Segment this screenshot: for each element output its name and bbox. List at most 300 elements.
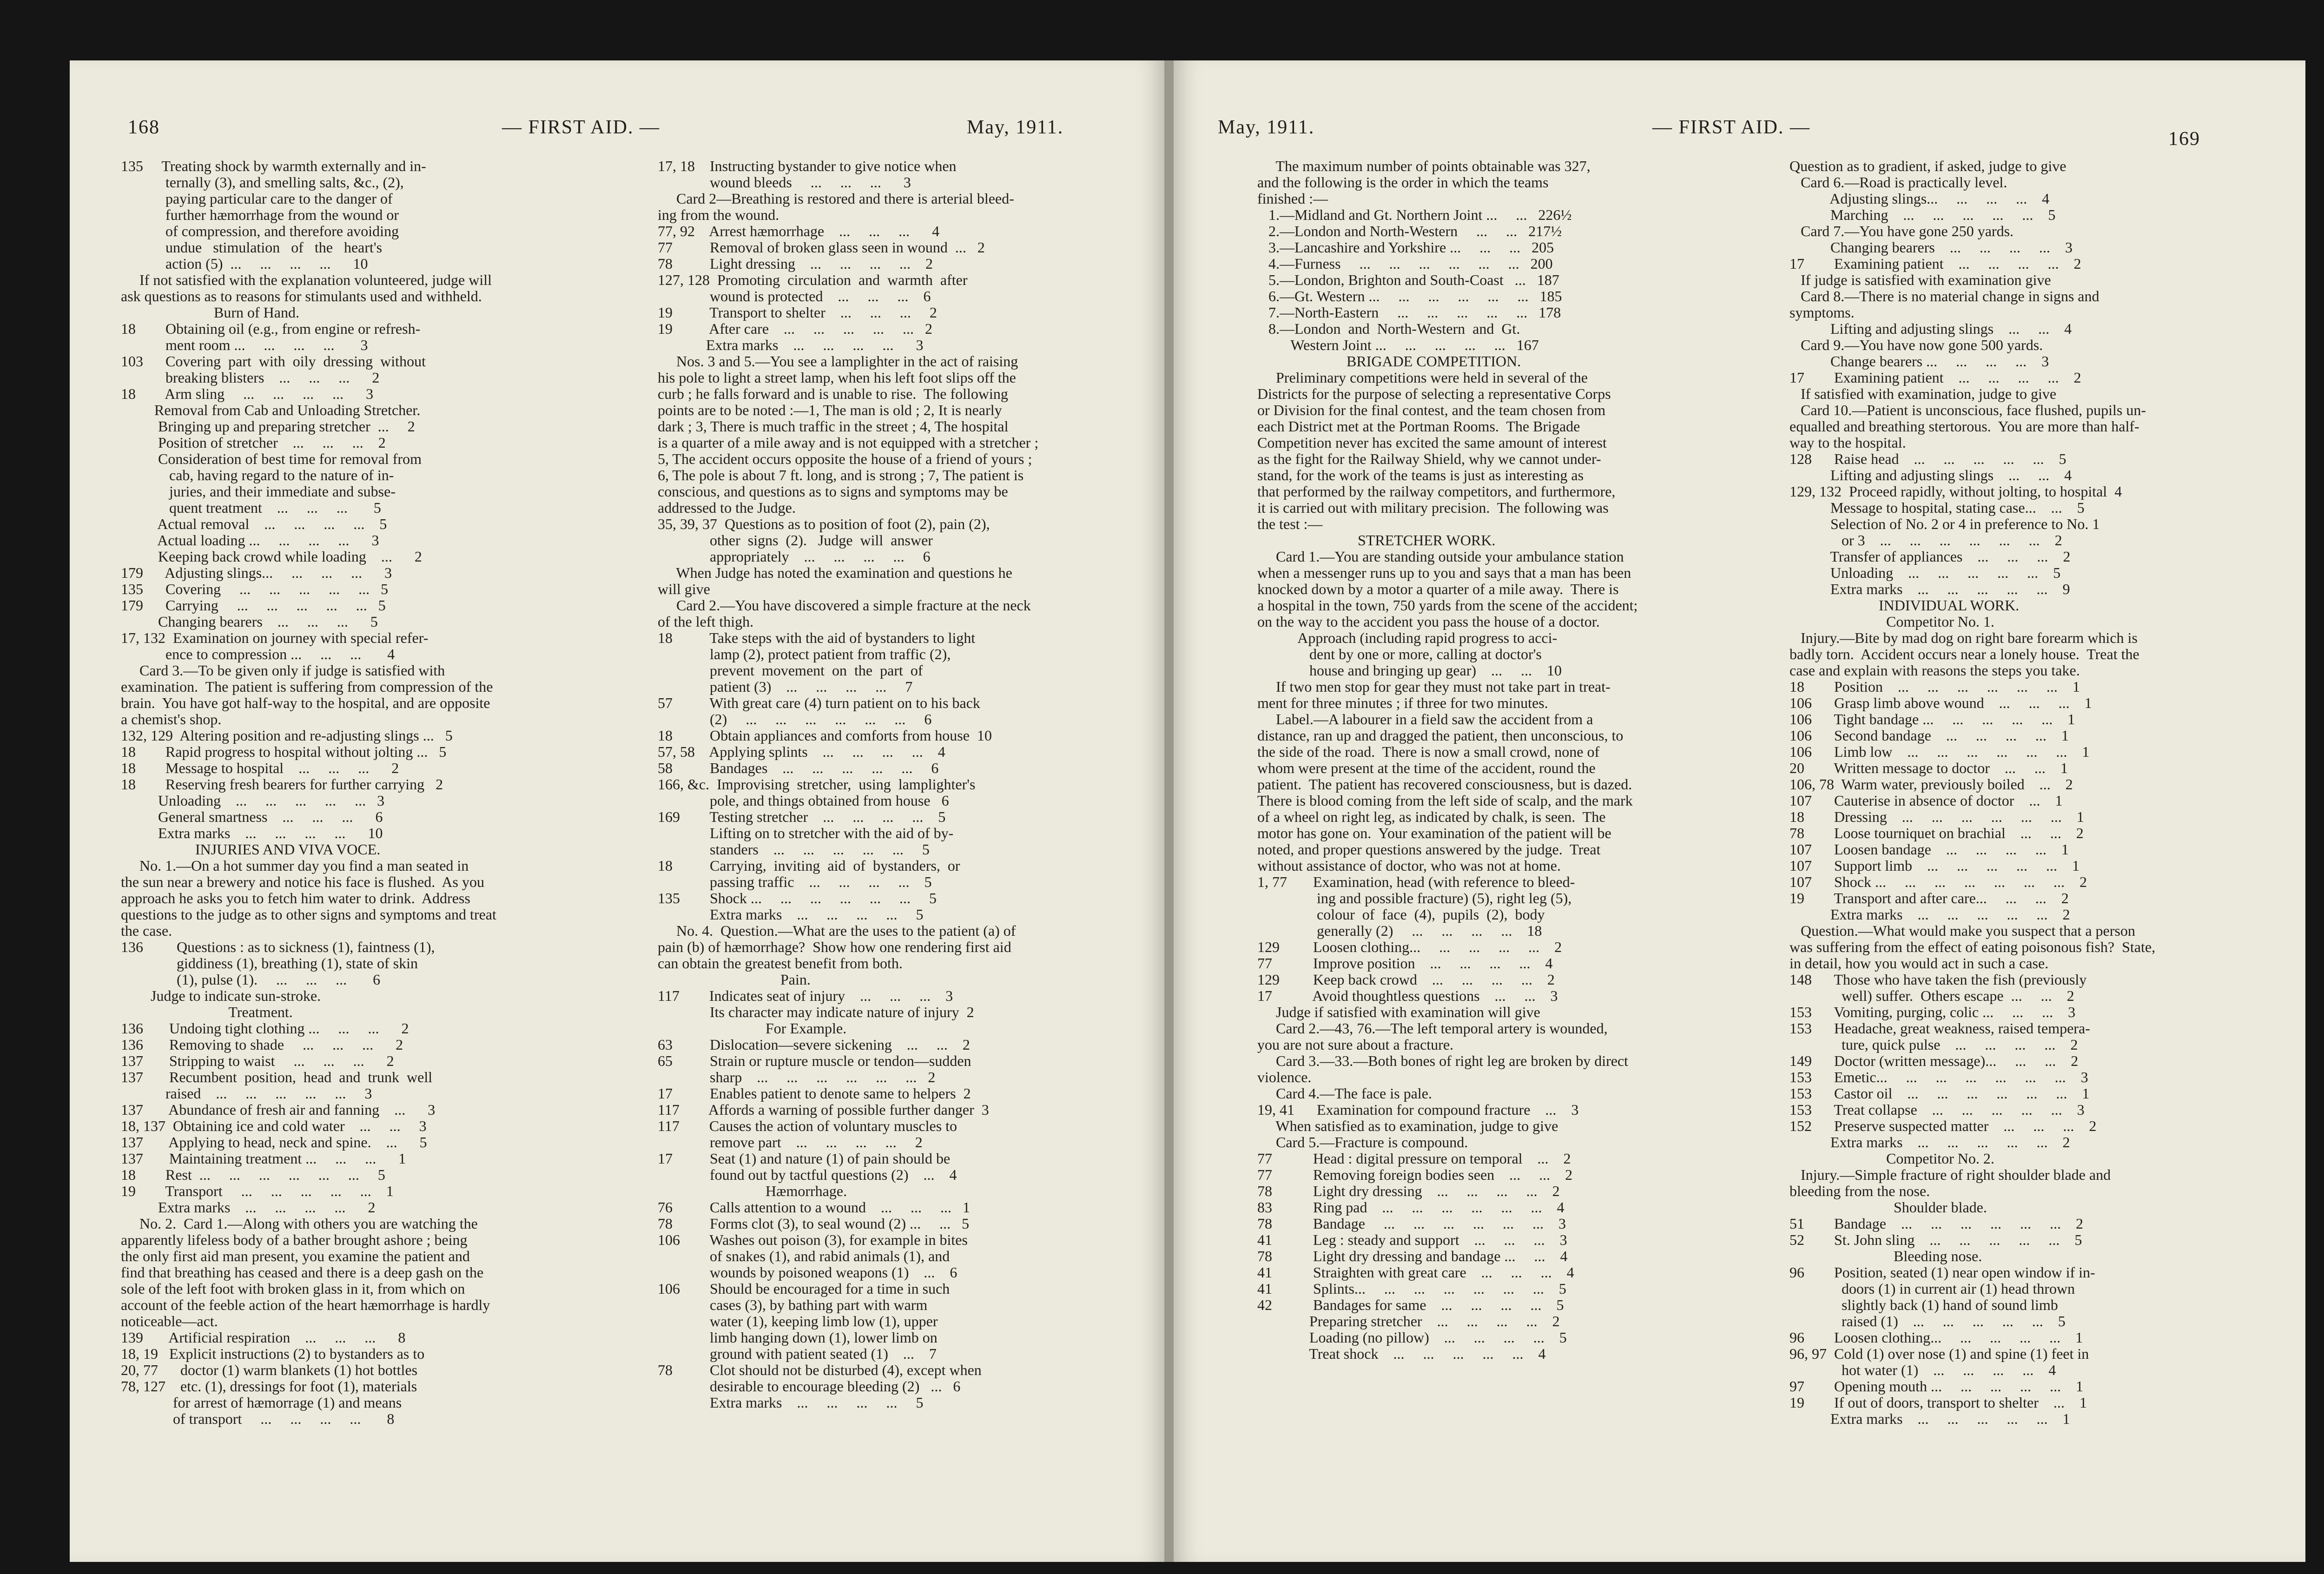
text-line: on the way to the accident you pass the house of a doctor. — [1257, 614, 1600, 630]
text-line: 135 Treating shock by warmth externally and in- — [121, 158, 426, 174]
text-line: Extra marks ... ... ... ... ... 2 — [1789, 1134, 2070, 1151]
text-line: or 3 ... ... ... ... ... ... 2 — [1789, 532, 2062, 549]
text-line: 135 Covering ... ... ... ... ... 5 — [121, 581, 389, 597]
text-line: Card 4.—The face is pale. — [1257, 1085, 1432, 1102]
text-line: Burn of Hand. — [121, 304, 299, 321]
text-line: wound bleeds ... ... ... 3 — [658, 174, 911, 191]
text-line: undue stimulation of the heart's — [121, 239, 383, 256]
text-line: paying particular care to the danger of — [121, 191, 393, 207]
text-line: 96, 97 Cold (1) over nose (1) and spine (1) feet in — [1789, 1346, 2089, 1362]
text-line: If satisfied with examination, judge to give — [1789, 386, 2057, 402]
text-line: 137 Stripping to waist ... ... ... 2 — [121, 1053, 394, 1069]
text-line: hot water (1) ... ... ... ... 4 — [1789, 1362, 2056, 1378]
text-line: ence to compression ... ... ... 4 — [121, 646, 395, 662]
text-line: 106, 78 Warm water, previously boiled ... 2 — [1789, 776, 2073, 793]
text-line: ment for three minutes ; if three for two minutes. — [1257, 695, 1548, 711]
text-line: 6, The pole is about 7 ft. long, and is strong ; 7, The patient is — [658, 467, 1024, 483]
text-line: of transport ... ... ... ... 8 — [121, 1411, 395, 1427]
text-line: 42 Bandages for same ... ... ... ... 5 — [1257, 1297, 1564, 1313]
text-line: doors (1) in current air (1) head thrown — [1789, 1281, 2075, 1297]
text-line: his pole to light a street lamp, when his left foot slips off the — [658, 370, 1016, 386]
text-line: curb ; he falls forward and is unable to rise. The following — [658, 386, 1008, 402]
text-line: STRETCHER WORK. — [1257, 532, 1496, 549]
text-line: find that breathing has ceased and there is a deep gash on the — [121, 1264, 484, 1281]
text-line: or Division for the final contest, and the team chosen from — [1257, 402, 1606, 418]
text-line: as the fight for the Railway Shield, why we cannot under- — [1257, 451, 1601, 467]
text-line: desirable to encourage bleeding (2) ... 6 — [658, 1378, 961, 1395]
text-line: 129, 132 Proceed rapidly, without jolting, to hospital 4 — [1789, 483, 2122, 500]
text-line: 18 Rest ... ... ... ... ... ... 5 — [121, 1167, 385, 1183]
running-title-left: — FIRST AID. — — [502, 117, 660, 138]
text-line: ment room ... ... ... ... 3 — [121, 337, 368, 353]
text-line: Card 5.—Fracture is compound. — [1257, 1134, 1468, 1151]
text-line: giddiness (1), breathing (1), state of skin — [121, 955, 418, 972]
text-line: 117 Indicates seat of injury ... ... ... 3 — [658, 988, 953, 1004]
text-line: quent treatment ... ... ... 5 — [121, 500, 381, 516]
text-line: Extra marks ... ... ... ... ... 9 — [1789, 581, 2070, 597]
text-line: 106 Second bandage ... ... ... ... 1 — [1789, 727, 2069, 744]
text-line: sole of the left foot with broken glass in it, from which on — [121, 1281, 465, 1297]
text-line: stand, for the work of the teams is just as interesting as — [1257, 467, 1584, 483]
text-line: motor has gone on. Your examination of the patient will be — [1257, 825, 1611, 841]
text-line: 129 Loosen clothing... ... ... ... ... 2 — [1257, 939, 1562, 955]
text-line: sharp ... ... ... ... ... ... 2 — [658, 1069, 936, 1085]
text-line: 18 Position ... ... ... ... ... ... 1 — [1789, 679, 2080, 695]
left-column-1 — [121, 158, 627, 1427]
text-line: further hæmorrhage from the wound or — [121, 207, 399, 223]
text-line: case and explain with reasons the steps you take. — [1789, 662, 2080, 679]
text-line: Injury.—Simple fracture of right shoulder blade and — [1789, 1167, 2111, 1183]
text-line: Approach (including rapid progress to acci- — [1257, 630, 1558, 646]
text-line: 103 Covering part with oily dressing without — [121, 353, 426, 370]
text-line: the sun near a brewery and notice his face is flushed. As you — [121, 874, 484, 890]
text-line: 17 Avoid thoughtless questions ... ... 3 — [1257, 988, 1558, 1004]
text-line: BRIGADE COMPETITION. — [1257, 353, 1521, 370]
text-line: 153 Headache, great weakness, raised tempera- — [1789, 1020, 2090, 1037]
text-line: colour of face (4), pupils (2), body — [1257, 906, 1545, 923]
text-line: 17 Examining patient ... ... ... ... 2 — [1789, 256, 2081, 272]
text-line: ask questions as to reasons for stimulants used and withheld. — [121, 288, 482, 304]
text-line: 179 Adjusting slings... ... ... ... 3 — [121, 565, 392, 581]
text-line: (1), pulse (1). ... ... ... 6 — [121, 972, 381, 988]
text-line: ture, quick pulse ... ... ... ... 2 — [1789, 1037, 2078, 1053]
text-line: 4.—Furness ... ... ... ... ... ... 200 — [1257, 256, 1553, 272]
text-line: For Example. — [658, 1020, 847, 1037]
text-line: prevent movement on the part of — [658, 662, 923, 679]
text-line: 19 If out of doors, transport to shelter ... 1 — [1789, 1395, 2087, 1411]
text-line: 19 Transport to shelter ... ... ... 2 — [658, 304, 937, 321]
text-line: Treatment. — [121, 1004, 293, 1020]
text-line: 18 Obtain appliances and comforts from house 10 — [658, 727, 992, 744]
text-line: 41 Leg : steady and support ... ... ... 3 — [1257, 1232, 1567, 1248]
page-number-left: 168 — [128, 117, 160, 138]
text-line: a chemist's shop. — [121, 711, 222, 727]
text-line: Extra marks ... ... ... ... 3 — [658, 337, 924, 353]
text-line: pain (b) of hæmorrhage? Show how one rendering first aid — [658, 939, 1011, 955]
text-line: 18 Dressing ... ... ... ... ... ... 1 — [1789, 809, 2084, 825]
text-line: Extra marks ... ... ... ... ... 2 — [1789, 906, 2070, 923]
text-line: Injury.—Bite by mad dog on right bare forearm which is — [1789, 630, 2138, 646]
text-line: a hospital in the town, 750 yards from the scene of the accident; — [1257, 597, 1638, 614]
text-line: Actual loading ... ... ... ... 3 — [121, 532, 379, 549]
text-line: 169 Testing stretcher ... ... ... ... 5 — [658, 809, 946, 825]
text-line: water (1), keeping limb low (1), upper — [658, 1313, 938, 1329]
text-line: found out by tactful questions (2) ... 4 — [658, 1167, 957, 1183]
text-line: ing from the wound. — [658, 207, 779, 223]
text-line: 57, 58 Applying splints ... ... ... ... 4 — [658, 744, 945, 760]
text-line: limb hanging down (1), lower limb on — [658, 1329, 938, 1346]
text-line: ternally (3), and smelling salts, &c., (2), — [121, 174, 404, 191]
text-line: INDIVIDUAL WORK. — [1789, 597, 2020, 614]
text-line: Card 1.—You are standing outside your ambulance station — [1257, 549, 1624, 565]
text-line: Card 10.—Patient is unconscious, face flushed, pupils un- — [1789, 402, 2146, 418]
text-line: Question as to gradient, if asked, judge to give — [1789, 158, 2067, 174]
text-line: whom were present at the time of the accident, round the — [1257, 760, 1596, 776]
text-line: standers ... ... ... ... ... 5 — [658, 841, 930, 858]
text-line: If two men stop for gear they must not take part in treat- — [1257, 679, 1611, 695]
text-line: finished :— — [1257, 191, 1328, 207]
text-line: cab, having regard to the nature of in- — [121, 467, 394, 483]
text-line: 136 Undoing tight clothing ... ... ... 2 — [121, 1020, 409, 1037]
text-line: No. 1.—On a hot summer day you find a man seated in — [121, 858, 469, 874]
text-line: raised ... ... ... ... ... 3 — [121, 1085, 372, 1102]
text-line: 78 Light dressing ... ... ... ... 2 — [658, 256, 933, 272]
book-gutter — [1164, 60, 1174, 1562]
text-line: 57 With great care (4) turn patient on to his back — [658, 695, 980, 711]
text-line: Treat shock ... ... ... ... ... 4 — [1257, 1346, 1546, 1362]
text-line: Changing bearers ... ... ... ... 3 — [1789, 239, 2073, 256]
text-line: 58 Bandages ... ... ... ... ... 6 — [658, 760, 939, 776]
header-date-right: May, 1911. — [1218, 117, 1315, 138]
text-line: Marching ... ... ... ... ... 5 — [1789, 207, 2056, 223]
text-line: Competition never has excited the same amount of interest — [1257, 435, 1607, 451]
text-line: Card 8.—There is no material change in signs and — [1789, 288, 2100, 304]
text-line: ing and possible fracture) (5), right leg (5), — [1257, 890, 1572, 906]
text-line: Preliminary competitions were held in several of the — [1257, 370, 1588, 386]
text-line: dent by one or more, calling at doctor's — [1257, 646, 1542, 662]
text-line: Card 2.—43, 76.—The left temporal artery is wounded, — [1257, 1020, 1608, 1037]
header-date-left: May, 1911. — [967, 117, 1064, 138]
text-line: Card 6.—Road is practically level. — [1789, 174, 2007, 191]
text-line: Card 9.—You have now gone 500 yards. — [1789, 337, 2043, 353]
text-line: Card 3.—33.—Both bones of right leg are broken by direct — [1257, 1053, 1629, 1069]
text-line: examination. The patient is suffering from compression of the — [121, 679, 493, 695]
left-column-2 — [658, 158, 1146, 1411]
text-line: Bringing up and preparing stretcher ... 2 — [121, 418, 415, 435]
text-line: Western Joint ... ... ... ... ... 167 — [1257, 337, 1539, 353]
text-line: raised (1) ... ... ... ... ... 5 — [1789, 1313, 2066, 1329]
text-line: 18 Take steps with the aid of bystanders to light — [658, 630, 976, 646]
text-line: 19, 41 Examination for compound fracture ... 3 — [1257, 1102, 1579, 1118]
text-line: house and bringing up gear) ... ... 10 — [1257, 662, 1562, 679]
text-line: 107 Cauterise in absence of doctor ... 1 — [1789, 793, 2063, 809]
text-line: 19 Transport ... ... ... ... ... 1 — [121, 1183, 394, 1199]
text-line: 6.—Gt. Western ... ... ... ... ... ... 185 — [1257, 288, 1562, 304]
text-line: 78 Light dry dressing and bandage ... ... 4 — [1257, 1248, 1568, 1264]
text-line: Changing bearers ... ... ... 5 — [121, 614, 378, 630]
text-line: for arrest of hæmorrage (1) and means — [121, 1395, 402, 1411]
text-line: 129 Keep back crowd ... ... ... ... 2 — [1257, 972, 1555, 988]
text-line: account of the feeble action of the heart hæmorrhage is hardly — [121, 1297, 490, 1313]
text-line: 137 Recumbent position, head and trunk well — [121, 1069, 433, 1085]
text-line: No. 4. Question.—What are the uses to the patient (a) of — [658, 923, 1016, 939]
text-line: 96 Position, seated (1) near open window if in- — [1789, 1264, 2095, 1281]
text-line: 137 Maintaining treatment ... ... ... 1 — [121, 1151, 406, 1167]
text-line: patient. The patient has recovered consciousness, but is dazed. — [1257, 776, 1632, 793]
text-line: well) suffer. Others escape ... ... 2 — [1789, 988, 2074, 1004]
text-line: of snakes (1), and rabid animals (1), and — [658, 1248, 950, 1264]
text-line: addressed to the Judge. — [658, 500, 796, 516]
text-line: wounds by poisoned weapons (1) ... 6 — [658, 1264, 957, 1281]
text-line: the side of the road. There is now a small crowd, none of — [1257, 744, 1600, 760]
running-title-right: — FIRST AID. — — [1652, 117, 1810, 138]
text-line: 18 Rapid progress to hospital without jolting ... 5 — [121, 744, 447, 760]
text-line: When Judge has noted the examination and questions he — [658, 565, 1012, 581]
text-line: 148 Those who have taken the fish (previously — [1789, 972, 2087, 988]
text-line: 107 Support limb ... ... ... ... ... 1 — [1789, 858, 2080, 874]
text-line: Removal from Cab and Unloading Stretcher. — [121, 402, 421, 418]
text-line: approach he asks you to fetch him water to drink. Address — [121, 890, 470, 906]
text-line: 65 Strain or rupture muscle or tendon—sudden — [658, 1053, 971, 1069]
text-line: If judge is satisfied with examination give — [1789, 272, 2051, 288]
text-line: 153 Castor oil ... ... ... ... ... ... 1 — [1789, 1085, 2090, 1102]
text-line: General smartness ... ... ... 6 — [121, 809, 383, 825]
text-line: No. 2. Card 1.—Along with others you are watching the — [121, 1216, 478, 1232]
text-line: Extra marks ... ... ... ... 2 — [121, 1199, 376, 1216]
text-line: 5, The accident occurs opposite the house of a friend of yours ; — [658, 451, 1032, 467]
text-line: 137 Applying to head, neck and spine. ... 5 — [121, 1134, 427, 1151]
right-column-1 — [1257, 158, 1764, 1362]
text-line: 41 Straighten with great care ... ... ... 4 — [1257, 1264, 1574, 1281]
text-line: 76 Calls attention to a wound ... ... ... 1 — [658, 1199, 970, 1216]
text-line: 77 Head : digital pressure on temporal ... 2 — [1257, 1151, 1571, 1167]
text-line: 17 Enables patient to denote same to helpers 2 — [658, 1085, 971, 1102]
text-line: bleeding from the nose. — [1789, 1183, 1930, 1199]
text-line: 106 Should be encouraged for a time in such — [658, 1281, 950, 1297]
text-line: without assistance of doctor, who was not at home. — [1257, 858, 1561, 874]
text-line: conscious, and questions as to signs and symptoms may be — [658, 483, 1008, 500]
text-line: that performed by the railway competitors, and furthermore, — [1257, 483, 1616, 500]
text-line: Nos. 3 and 5.—You see a lamplighter in the act of raising — [658, 353, 1018, 370]
text-line: the case. — [121, 923, 172, 939]
text-line: apparently lifeless body of a bather brought ashore ; being — [121, 1232, 468, 1248]
text-line: questions to the judge as to other signs and symptoms and treat — [121, 906, 496, 923]
text-line: Districts for the purpose of selecting a representative Corps — [1257, 386, 1611, 402]
text-line: There is blood coming from the left side of scalp, and the mark — [1257, 793, 1633, 809]
text-line: Hæmorrhage. — [658, 1183, 847, 1199]
text-line: noticeable—act. — [121, 1313, 218, 1329]
text-line: is a quarter of a mile away and is not equipped with a stretcher ; — [658, 435, 1039, 451]
text-line: 19 Transport and after care... ... ... 2 — [1789, 890, 2069, 906]
text-line: 63 Dislocation—severe sickening ... ... 2 — [658, 1037, 970, 1053]
text-line: 136 Questions : as to sickness (1), faintness (1), — [121, 939, 435, 955]
text-line: brain. You have got half-way to the hospital, and are opposite — [121, 695, 490, 711]
text-line: cases (3), by bathing part with warm — [658, 1297, 928, 1313]
text-line: 77, 92 Arrest hæmorrhage ... ... ... 4 — [658, 223, 940, 239]
text-line: generally (2) ... ... ... ... 18 — [1257, 923, 1542, 939]
text-line: 166, &c. Improvising stretcher, using lamplighter's — [658, 776, 976, 793]
text-line: 1, 77 Examination, head (with reference to bleed- — [1257, 874, 1575, 890]
text-line: other signs (2). Judge will answer — [658, 532, 933, 549]
text-line: was suffering from the effect of eating poisonous fish? State, — [1789, 939, 2156, 955]
text-line: 139 Artificial respiration ... ... ... 8 — [121, 1329, 406, 1346]
text-line: If not satisfied with the explanation volunteered, judge will — [121, 272, 492, 288]
text-line: Consideration of best time for removal from — [121, 451, 422, 467]
text-line: 128 Raise head ... ... ... ... ... 5 — [1789, 451, 2067, 467]
text-line: 17 Seat (1) and nature (1) of pain should be — [658, 1151, 951, 1167]
text-line: Selection of No. 2 or 4 in preference to No. 1 — [1789, 516, 2100, 532]
page-number-right: 169 — [2168, 128, 2200, 150]
text-line: 106 Grasp limb above wound ... ... ... 1 — [1789, 695, 2092, 711]
text-line: 78 Loose tourniquet on brachial ... ... 2 — [1789, 825, 2084, 841]
text-line: Its character may indicate nature of injury 2 — [658, 1004, 974, 1020]
text-line: and the following is the order in which the teams — [1257, 174, 1549, 191]
text-line: Position of stretcher ... ... ... 2 — [121, 435, 386, 451]
text-line: breaking blisters ... ... ... 2 — [121, 370, 380, 386]
text-line: the only first aid man present, you examine the patient and — [121, 1248, 470, 1264]
text-line: 77 Removal of broken glass seen in wound ... 2 — [658, 239, 985, 256]
text-line: 153 Treat collapse ... ... ... ... ... 3 — [1789, 1102, 2085, 1118]
text-line: 41 Splints... ... ... ... ... ... ... 5 — [1257, 1281, 1566, 1297]
text-line: Lifting on to stretcher with the aid of by- — [658, 825, 954, 841]
text-line: Extra marks ... ... ... ... 5 — [658, 1395, 924, 1411]
text-line: 17 Examining patient ... ... ... ... 2 — [1789, 370, 2081, 386]
text-line: 18 Obtaining oil (e.g., from engine or refresh- — [121, 321, 421, 337]
text-line: INJURIES AND VIVA VOCE. — [121, 841, 381, 858]
text-line: 7.—North-Eastern ... ... ... ... ... 178 — [1257, 304, 1561, 321]
text-line: 117 Affords a warning of possible further danger 3 — [658, 1102, 989, 1118]
text-line: 18 Arm sling ... ... ... ... 3 — [121, 386, 374, 402]
text-line: 1.—Midland and Gt. Northern Joint ... ... 226½ — [1257, 207, 1572, 223]
text-line: Keeping back crowd while loading ... 2 — [121, 549, 422, 565]
text-line: 78 Forms clot (3), to seal wound (2) ... ... 5 — [658, 1216, 970, 1232]
text-line: 153 Emetic... ... ... ... ... ... ... 3 — [1789, 1069, 2088, 1085]
text-line: patient (3) ... ... ... ... 7 — [658, 679, 913, 695]
text-line: remove part ... ... ... ... 2 — [658, 1134, 923, 1151]
text-line: 117 Causes the action of voluntary muscles to — [658, 1118, 957, 1134]
right-page — [1174, 60, 2305, 1562]
text-line: knocked down by a motor a quarter of a mile away. There is — [1257, 581, 1619, 597]
text-line: 3.—Lancashire and Yorkshire ... ... ... 205 — [1257, 239, 1554, 256]
text-line: Change bearers ... ... ... ... 3 — [1789, 353, 2049, 370]
text-line: 18 Message to hospital ... ... ... 2 — [121, 760, 399, 776]
text-line: can obtain the greatest benefit from both. — [658, 955, 903, 972]
text-line: Card 2—Breathing is restored and there is arterial bleed- — [658, 191, 1014, 207]
text-line: 17, 132 Examination on journey with special refer- — [121, 630, 429, 646]
text-line: Unloading ... ... ... ... ... 5 — [1789, 565, 2061, 581]
text-line: 135 Shock ... ... ... ... ... ... 5 — [658, 890, 937, 906]
text-line: in detail, how you would act in such a case. — [1789, 955, 2049, 972]
text-line: 51 Bandage ... ... ... ... ... ... 2 — [1789, 1216, 2083, 1232]
text-line: Competitor No. 2. — [1789, 1151, 1994, 1167]
text-line: Judge to indicate sun-stroke. — [121, 988, 321, 1004]
text-line: passing traffic ... ... ... ... 5 — [658, 874, 932, 890]
text-line: 18 Reserving fresh bearers for further carrying 2 — [121, 776, 443, 793]
text-line: 149 Doctor (written message)... ... ... 2 — [1789, 1053, 2079, 1069]
text-line: 83 Ring pad ... ... ... ... ... ... 4 — [1257, 1199, 1565, 1216]
text-line: Card 7.—You have gone 250 yards. — [1789, 223, 2014, 239]
text-line: 127, 128 Promoting circulation and warmth after — [658, 272, 968, 288]
text-line: Lifting and adjusting slings ... ... 4 — [1789, 467, 2072, 483]
text-line: When satisfied as to examination, judge to give — [1257, 1118, 1558, 1134]
text-line: 77 Removing foreign bodies seen ... ... 2 — [1257, 1167, 1573, 1183]
text-line: slightly back (1) hand of sound limb — [1789, 1297, 2058, 1313]
text-line: of the left thigh. — [658, 614, 754, 630]
text-line: Extra marks ... ... ... ... ... 1 — [1789, 1411, 2070, 1427]
text-line: will give — [658, 581, 710, 597]
text-line: Transfer of appliances ... ... ... 2 — [1789, 549, 2071, 565]
text-line: of a wheel on right leg, as indicated by chalk, is seen. The — [1257, 809, 1606, 825]
text-line: 78 Bandage ... ... ... ... ... ... 3 — [1257, 1216, 1566, 1232]
text-line: 132, 129 Altering position and re-adjusting slings ... 5 — [121, 727, 453, 744]
text-line: points are to be noted :—1, The man is old ; 2, It is nearly — [658, 402, 1002, 418]
text-line: when a messenger runs up to you and says that a man has been — [1257, 565, 1631, 581]
text-line: wound is protected ... ... ... 6 — [658, 288, 931, 304]
text-line: 97 Opening mouth ... ... ... ... ... 1 — [1789, 1378, 2083, 1395]
text-line: 153 Vomiting, purging, colic ... ... ... 3 — [1789, 1004, 2076, 1020]
text-line: 17, 18 Instructing bystander to give notice when — [658, 158, 957, 174]
text-line: Label.—A labourer in a field saw the accident from a — [1257, 711, 1593, 727]
text-line: way to the hospital. — [1789, 435, 1906, 451]
text-line: Preparing stretcher ... ... ... ... 2 — [1257, 1313, 1560, 1329]
text-line: equalled and breathing stertorous. You are more than half- — [1789, 418, 2139, 435]
text-line: 78 Clot should not be disturbed (4), except when — [658, 1362, 982, 1378]
text-line: 2.—London and North-Western ... ... 217½ — [1257, 223, 1562, 239]
text-line: Lifting and adjusting slings ... ... 4 — [1789, 321, 2072, 337]
text-line: 106 Washes out poison (3), for example in bites — [658, 1232, 968, 1248]
text-line: Extra marks ... ... ... ... 10 — [121, 825, 383, 841]
text-line: 78 Light dry dressing ... ... ... ... 2 — [1257, 1183, 1560, 1199]
text-line: 5.—London, Brighton and South-Coast ... 187 — [1257, 272, 1559, 288]
text-line: 18, 137 Obtaining ice and cold water ... ... 3 — [121, 1118, 427, 1134]
text-line: 19 After care ... ... ... ... ... 2 — [658, 321, 933, 337]
text-line: juries, and their immediate and subse- — [121, 483, 396, 500]
text-line: Unloading ... ... ... ... ... 3 — [121, 793, 385, 809]
text-line: appropriately ... ... ... ... 6 — [658, 549, 931, 565]
text-line: (2) ... ... ... ... ... ... 6 — [658, 711, 932, 727]
text-line: 152 Preserve suspected matter ... ... ... 2 — [1789, 1118, 2097, 1134]
text-line: action (5) ... ... ... ... 10 — [121, 256, 368, 272]
text-line: 137 Abundance of fresh air and fanning ... 3 — [121, 1102, 436, 1118]
text-line: Card 2.—You have discovered a simple fracture at the neck — [658, 597, 1031, 614]
text-line: Shoulder blade. — [1789, 1199, 1987, 1216]
text-line: Card 3.—To be given only if judge is satisfied with — [121, 662, 445, 679]
text-line: Judge if satisfied with examination will give — [1257, 1004, 1540, 1020]
text-line: noted, and proper questions answered by the judge. Treat — [1257, 841, 1601, 858]
text-line: each District met at the Portman Rooms. The Brigade — [1257, 418, 1580, 435]
text-line: lamp (2), protect patient from traffic (2), — [658, 646, 951, 662]
text-line: distance, ran up and dragged the patient, then unconscious, to — [1257, 727, 1624, 744]
text-line: 106 Limb low ... ... ... ... ... ... 1 — [1789, 744, 2090, 760]
text-line: Question.—What would make you suspect that a person — [1789, 923, 2135, 939]
text-line: 35, 39, 37 Questions as to position of foot (2), pain (2), — [658, 516, 990, 532]
text-line: 20, 77 doctor (1) warm blankets (1) hot bottles — [121, 1362, 418, 1378]
text-line: 179 Carrying ... ... ... ... ... 5 — [121, 597, 386, 614]
text-line: Pain. — [658, 972, 811, 988]
text-line: Loading (no pillow) ... ... ... ... 5 — [1257, 1329, 1567, 1346]
text-line: dark ; 3, There is much traffic in the street ; 4, The hospital — [658, 418, 1009, 435]
text-line: violence. — [1257, 1069, 1312, 1085]
text-line: 77 Improve position ... ... ... ... 4 — [1257, 955, 1553, 972]
text-line: 107 Shock ... ... ... ... ... ... ... 2 — [1789, 874, 2087, 890]
text-line: 8.—London and North-Western and Gt. — [1257, 321, 1520, 337]
text-line: Adjusting slings... ... ... ... 4 — [1789, 191, 2050, 207]
text-line: 18, 19 Explicit instructions (2) to bystanders as to — [121, 1346, 425, 1362]
text-line: of compression, and therefore avoiding — [121, 223, 399, 239]
text-line: Extra marks ... ... ... ... 5 — [658, 906, 924, 923]
text-line: you are not sure about a fracture. — [1257, 1037, 1454, 1053]
text-line: Bleeding nose. — [1789, 1248, 1982, 1264]
